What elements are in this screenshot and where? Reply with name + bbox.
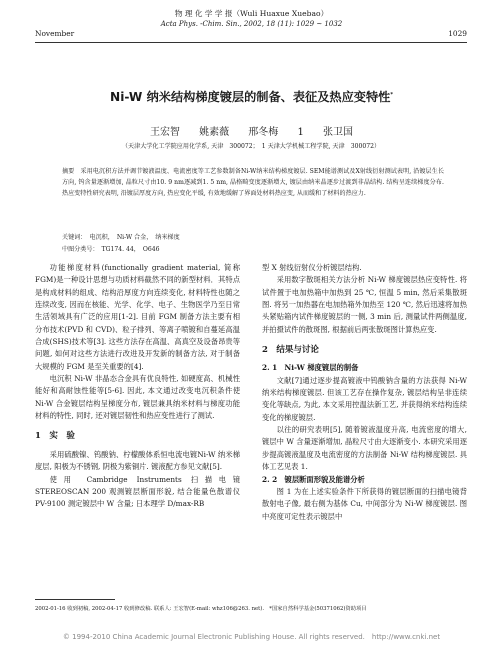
subsection-heading-preparation: 2. 1 Ni-W 梯度镀层的制备 xyxy=(262,363,359,373)
results-paragraph-2: 以往的研究表明[5], 随着镀液温度升高, 电流密度的增大, 镀层中 W 含量逐渐增加, 晶粒尺寸由大逐渐变小. 本研究采用逐步提高镀液温度及电流密度的方法制备 Ni-W 结构梯度镀层. 具体工艺见表 1. xyxy=(262,425,467,472)
footnote: 2002-01-16 收到初稿, 2002-04-17 收到修改稿. 联系人: 王宏智(E-mail: whz106@263. net). *国家自然科学基金(50371062)资助项目 xyxy=(35,606,367,612)
experiment-paragraph-2: 使用 Cambridge Instruments 扫描电镜 STEREOSCAN 200 观测镀层断面形貌, 结合能量色散谱仪 PV-9100 测定镀层中 W 含量; 日本理学 D/max-RB xyxy=(35,474,240,509)
section-heading-results: 2 结果与讨论 xyxy=(262,345,319,356)
header-rule xyxy=(35,42,467,43)
journal-name: 物 理 化 学 学 报（Wuli Huaxue Xuebao） xyxy=(174,9,329,18)
abstract: 摘要 采用电沉积方法并调节镀液温度、电流密度等工艺参数制备Ni-W纳米结构梯度镀层. SEM能谱测试及X射线衍射测试表明, 沿镀层生长方向, 钨含量逐渐增加, 晶粒尺寸由10. 9 nm逐减到1. 5 nm, 晶格畸变度逐渐增大, 镀层由纳米晶逐步过渡到非晶结构. 结构呈连续梯度分布. 热应变特性研究表明, 沿镀层厚度方向, 热应变化平缓, 有效地缓解了界面处材料热应变, 从而缓和了材料的热应力. xyxy=(62,168,444,198)
footnote-rule xyxy=(35,599,115,600)
keywords: 关键词： 电沉积， Ni-W 合金， 纳米梯度 xyxy=(62,234,180,241)
author-list: 王宏智 姚素薇 邢冬梅 1 张卫国 xyxy=(149,127,354,138)
left-column xyxy=(35,262,240,511)
results-paragraph-3: 图 1 为在上述实验条件下所获得的镀层断面的扫描电镜背散射电子像, 最右侧为基体 Cu, 中间部分为 Ni-W 梯度镀层. 图中亮度可定性表示镀层中 xyxy=(262,486,467,521)
experiment-paragraph-1: 采用硫酸镍、钨酸钠、柠檬酸体系恒电流电镀Ni-W 纳米梯度层, 阳极为不锈钢, 阴极为紫铜片. 镀液配方参见文献[5]. xyxy=(35,449,240,472)
issue-month: November xyxy=(35,29,75,38)
title-mark: * xyxy=(390,91,393,98)
title-text: Ni-W 纳米结构梯度镀层的制备、表征及热应变特性 xyxy=(110,90,391,104)
article-title xyxy=(0,88,503,105)
section-heading-experiment: 1 实 验 xyxy=(35,431,75,442)
page-number: 1029 xyxy=(448,29,467,38)
strain-method-paragraph: 采用数字散斑相关方法分析 Ni-W 梯度镀层热应变特性. 将试件置于电加热箱中加热到 25 ℃, 恒温 5 min, 然后采集散斑图. 将另一加热器在电加热箱外加热至 120 ℃, 然后迅速将加热头紧贴箱内试件梯度镀层的一侧, 3 min 后, 测量试件两侧温度, 并拍摄试件的散斑图, 根据前后两张散斑图计算热应变. xyxy=(262,275,467,334)
journal-citation: Acta Phys. -Chim. Sin., 2002, 18 (11): 1029 ~ 1032 xyxy=(160,20,343,28)
subsection-heading-morphology: 2. 2 镀层断面形貌及能谱分析 xyxy=(262,474,365,484)
affiliation: （天津大学化工学院应用化学系, 天津 300072； 1 天津大学机械工程学院, 天津 300072） xyxy=(121,143,381,150)
results-paragraph-1: 文献[7]通过逐步提高镀液中钨酸钠含量的方法获得 Ni-W 纳米结构梯度镀层. 但该工艺存在操作复杂, 镀层结构呈非连续变化等缺点, 为此, 本文采用控温法新工艺, 并获得纳米结构连续变化的梯度镀层. xyxy=(262,375,467,422)
right-column xyxy=(262,262,467,523)
intro-paragraph-2: 电沉积 Ni-W 非晶态合金具有优良特性, 如硬度高、机械性能好和高耐蚀性能等[5-6]. 因此, 本文通过改变电沉积条件使 Ni-W 合金镀层结构呈梯度分布, 镀层兼具纳米材料与梯度功能材料的特性, 同时, 还对镀层韧性和热应变性进行了测试. xyxy=(35,374,240,421)
classification-number: 中图分类号： TG174. 44， O646 xyxy=(62,246,160,253)
journal-header xyxy=(0,8,503,30)
intro-paragraph-1: 功能梯度材料(functionally gradient material, 简称 FGM)是一种设计思想与功质材料截然不同的新型材料．其特点是构成材料的组成、结构沿厚度方向连续变化, 材料特性也随之连续改变, 因而在核能、光学、化学、电子、生物医学乃至日常生活领域具有广泛的应用[1-2]. 目前 FGM 制备方法主要有相分布技术(PVD 和 CVD)、粒子排列、等离子喷镀和自蔓延高温合成(SHS)技术等[3]. 这些方法存在高温、高真空及设备昂贵等问题, 如何对这些方法进行改进及开发新的制备方法, 对于制备大规模的 FGM 是至关重要的[4]. xyxy=(35,263,240,371)
experiment-continued: 型 X 射线衍射仪分析镀层结构. xyxy=(262,263,362,272)
copyright-notice: © 1994-2010 China Academic Journal Electronic Publishing House. All rights reserved. http://www.cnki.net xyxy=(62,633,441,641)
